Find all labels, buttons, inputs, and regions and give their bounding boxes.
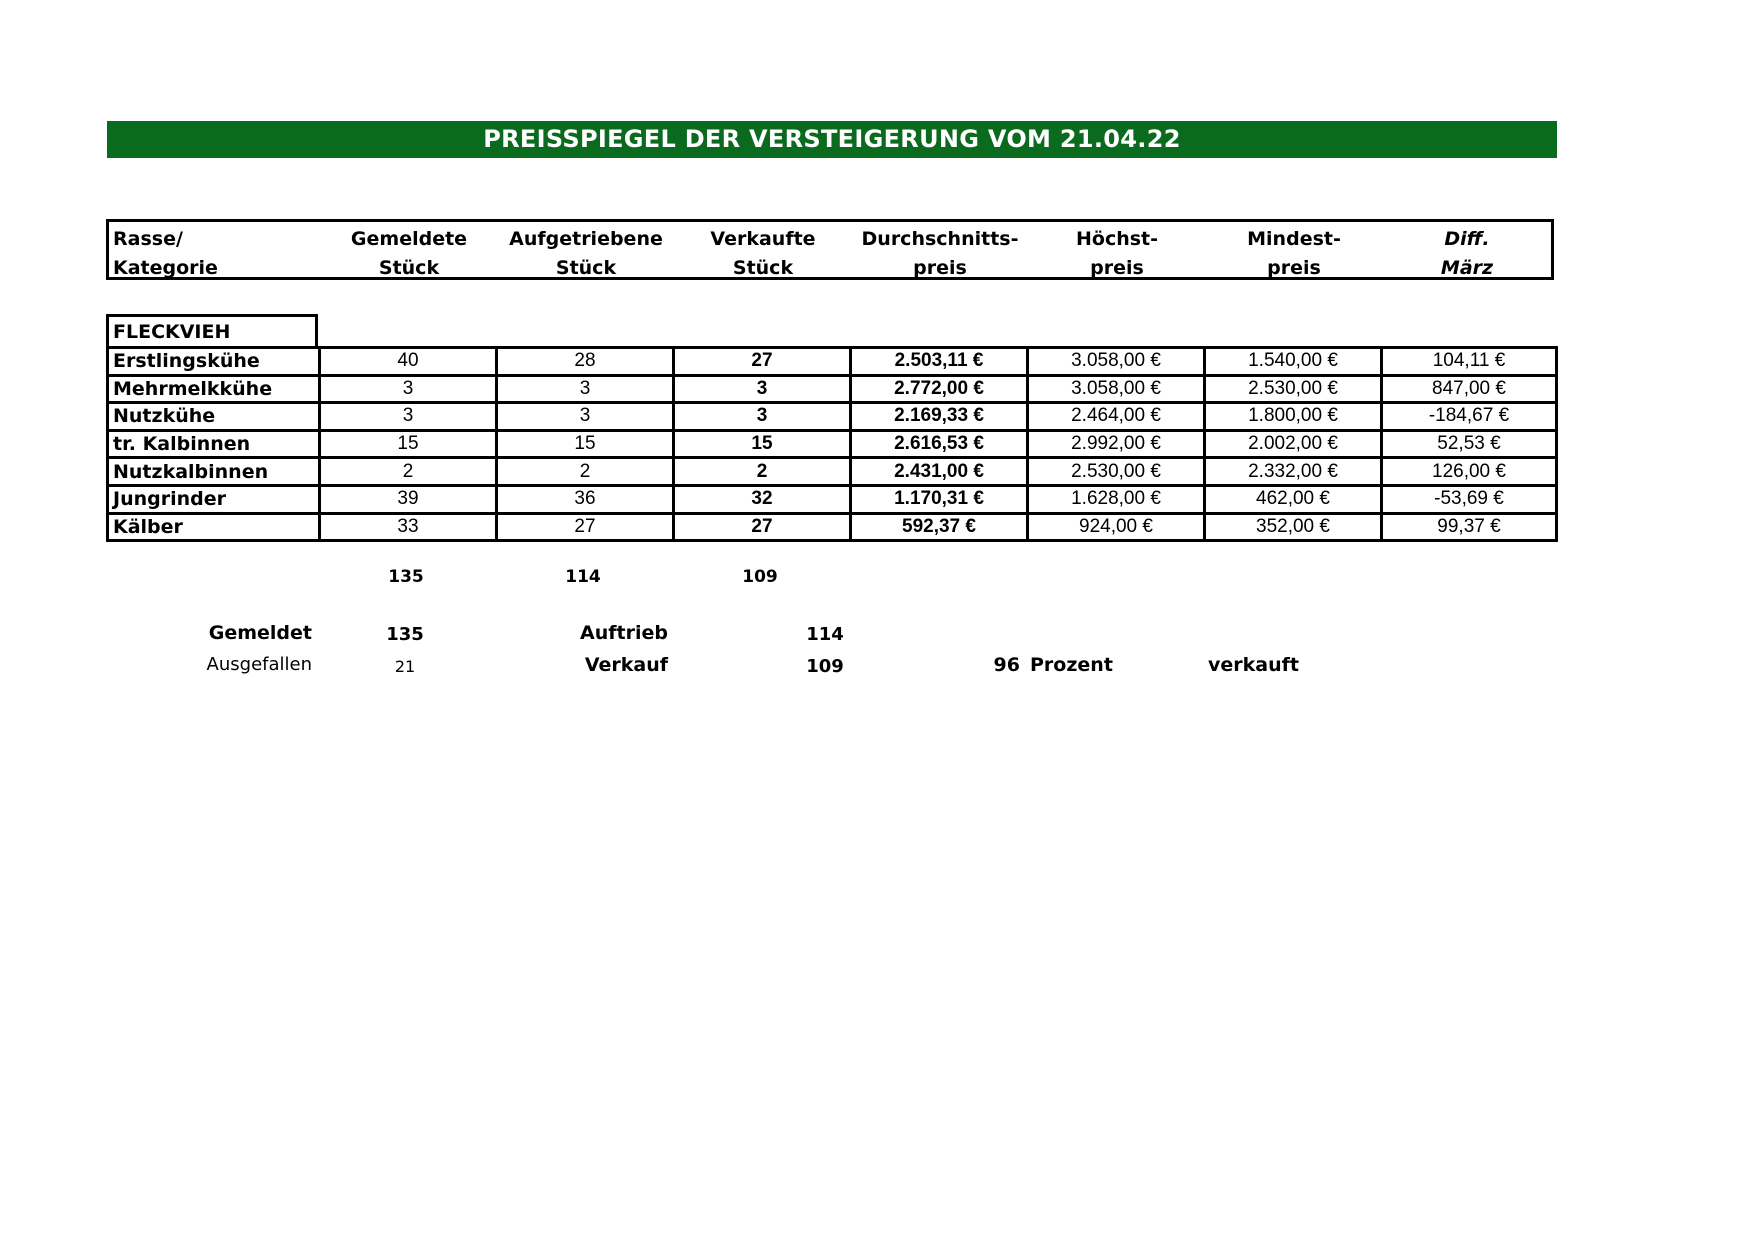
cell-hoechstpreis: 3.058,00 €	[1028, 375, 1205, 403]
row-name: Erstlingskühe	[108, 348, 320, 376]
row-name: Nutzkühe	[108, 403, 320, 431]
cell-aufgetrieben: 27	[497, 513, 674, 541]
cell-verkauft: 15	[674, 430, 851, 458]
cell-aufgetrieben: 36	[497, 485, 674, 513]
cell-durchschnittspreis: 2.503,11 €	[851, 348, 1028, 376]
summary-verkauf-value: 109	[806, 656, 844, 677]
cell-hoechstpreis: 924,00 €	[1028, 513, 1205, 541]
cell-diff-maerz: 847,00 €	[1382, 375, 1557, 403]
section-label-fleckvieh: FLECKVIEH	[106, 314, 318, 347]
cell-hoechstpreis: 1.628,00 €	[1028, 485, 1205, 513]
cell-durchschnittspreis: 2.616,53 €	[851, 430, 1028, 458]
total-gemeldet: 135	[388, 567, 424, 587]
table-row	[108, 513, 1557, 541]
summary-prozent-value: 96	[993, 654, 1020, 676]
header-aufgetriebene-stueck: Aufgetriebene Stück	[509, 228, 663, 279]
table-row	[108, 403, 1557, 431]
cell-mindestpreis: 2.332,00 €	[1205, 458, 1382, 486]
header-gemeldete-stueck: Gemeldete Stück	[350, 228, 468, 279]
row-name: Jungrinder	[108, 485, 320, 513]
cell-verkauft: 32	[674, 485, 851, 513]
cell-diff-maerz: 52,53 €	[1382, 430, 1557, 458]
cell-gemeldet: 3	[320, 375, 497, 403]
summary-verkauf-label: Verkauf	[584, 654, 668, 676]
cell-hoechstpreis: 2.992,00 €	[1028, 430, 1205, 458]
cell-mindestpreis: 2.530,00 €	[1205, 375, 1382, 403]
summary-auftrieb-label: Auftrieb	[580, 622, 668, 644]
cell-verkauft: 2	[674, 458, 851, 486]
cell-diff-maerz: 126,00 €	[1382, 458, 1557, 486]
cell-aufgetrieben: 2	[497, 458, 674, 486]
page-title: PREISSPIEGEL DER VERSTEIGERUNG VOM 21.04.22	[107, 121, 1557, 158]
cell-verkauft: 27	[674, 513, 851, 541]
table-row	[108, 430, 1557, 458]
cell-durchschnittspreis: 592,37 €	[851, 513, 1028, 541]
cell-mindestpreis: 352,00 €	[1205, 513, 1382, 541]
summary-ausgefallen-value: 21	[394, 657, 416, 676]
cell-diff-maerz: -184,67 €	[1382, 403, 1557, 431]
cell-durchschnittspreis: 2.169,33 €	[851, 403, 1028, 431]
table-row	[108, 348, 1557, 376]
summary-auftrieb-value: 114	[806, 624, 844, 645]
cell-gemeldet: 40	[320, 348, 497, 376]
cell-aufgetrieben: 3	[497, 403, 674, 431]
cell-mindestpreis: 2.002,00 €	[1205, 430, 1382, 458]
row-name: tr. Kalbinnen	[108, 430, 320, 458]
cell-mindestpreis: 1.800,00 €	[1205, 403, 1382, 431]
cell-durchschnittspreis: 2.431,00 €	[851, 458, 1028, 486]
cell-diff-maerz: 99,37 €	[1382, 513, 1557, 541]
summary-gemeldet-label: Gemeldet	[208, 622, 312, 644]
summary-prozent-label: Prozent	[1030, 654, 1113, 676]
price-table	[106, 346, 1558, 542]
row-name: Mehrmelkkühe	[108, 375, 320, 403]
cell-aufgetrieben: 3	[497, 375, 674, 403]
header-durchschnittspreis: Durchschnitts- preis	[861, 228, 1019, 279]
header-hoechstpreis: Höchst- preis	[1075, 228, 1159, 279]
cell-aufgetrieben: 15	[497, 430, 674, 458]
cell-durchschnittspreis: 2.772,00 €	[851, 375, 1028, 403]
total-verkauft: 109	[742, 567, 778, 587]
cell-durchschnittspreis: 1.170,31 €	[851, 485, 1028, 513]
table-header	[106, 219, 1554, 280]
cell-mindestpreis: 462,00 €	[1205, 485, 1382, 513]
cell-gemeldet: 3	[320, 403, 497, 431]
cell-gemeldet: 2	[320, 458, 497, 486]
row-name: Kälber	[108, 513, 320, 541]
cell-verkauft: 3	[674, 403, 851, 431]
cell-verkauft: 3	[674, 375, 851, 403]
cell-aufgetrieben: 28	[497, 348, 674, 376]
summary-ausgefallen-label: Ausgefallen	[206, 654, 312, 675]
cell-hoechstpreis: 2.530,00 €	[1028, 458, 1205, 486]
cell-diff-maerz: -53,69 €	[1382, 485, 1557, 513]
header-rasse-kategorie: Rasse/ Kategorie	[113, 228, 218, 279]
cell-hoechstpreis: 3.058,00 €	[1028, 348, 1205, 376]
header-diff-maerz: Diff. März	[1440, 228, 1494, 279]
total-aufgetrieben: 114	[565, 567, 601, 587]
table-row	[108, 485, 1557, 513]
table-row	[108, 458, 1557, 486]
cell-gemeldet: 33	[320, 513, 497, 541]
header-verkaufte-stueck: Verkaufte Stück	[710, 228, 816, 279]
table-row	[108, 375, 1557, 403]
row-name: Nutzkalbinnen	[108, 458, 320, 486]
cell-hoechstpreis: 2.464,00 €	[1028, 403, 1205, 431]
cell-gemeldet: 15	[320, 430, 497, 458]
summary-gemeldet-value: 135	[386, 624, 424, 645]
cell-gemeldet: 39	[320, 485, 497, 513]
header-mindestpreis: Mindest- preis	[1247, 228, 1341, 279]
cell-mindestpreis: 1.540,00 €	[1205, 348, 1382, 376]
cell-diff-maerz: 104,11 €	[1382, 348, 1557, 376]
cell-verkauft: 27	[674, 348, 851, 376]
summary-verkauft-label: verkauft	[1208, 654, 1299, 676]
